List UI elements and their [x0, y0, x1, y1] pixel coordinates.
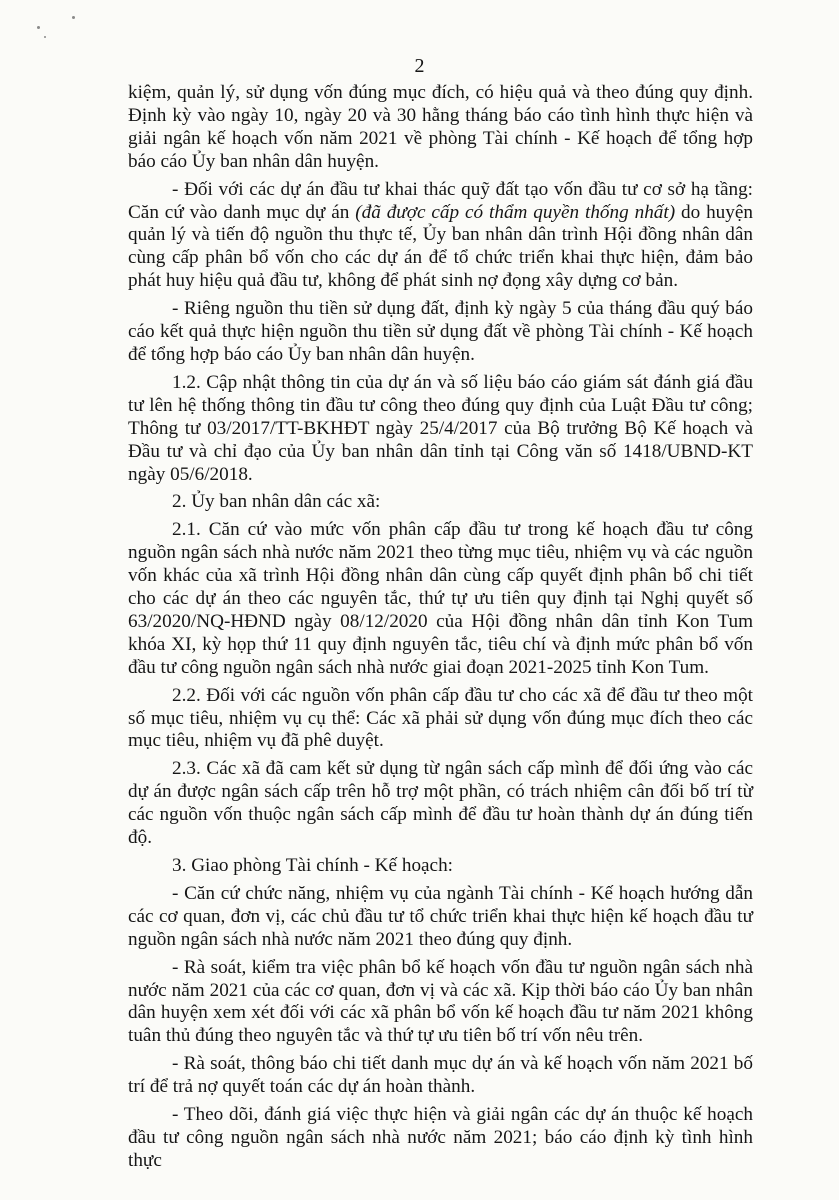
paragraph: 2.3. Các xã đã cam kết sử dụng từ ngân sách cấp mình để đối ứng vào các dự án được ngân sách cấp trên hỗ trợ một phần, có trách nhiệm cân đối bố trí từ các nguồn vốn thuộc ngân sách cấp mình để đầu tư hoàn thành dự án đúng tiến độ. — [128, 758, 753, 849]
paragraph: 2.1. Căn cứ vào mức vốn phân cấp đầu tư trong kế hoạch đầu tư công nguồn ngân sách nhà nước năm 2021 theo từng mục tiêu, nhiệm vụ và các nguồn vốn khác của xã trình Hội đồng nhân dân cùng cấp quyết định phân bổ chi tiết cho các dự án theo các nguyên tắc, thứ tự ưu tiên quy định tại Nghị quyết số 63/2020/NQ-HĐND ngày 08/12/2020 của Hội đồng nhân dân tỉnh Kon Tum khóa XI, kỳ họp thứ 11 quy định nguyên tắc, tiêu chí và định mức phân bổ vốn đầu tư công nguồn ngân sách nhà nước giai đoạn 2021-2025 tỉnh Kon Tum. — [128, 519, 753, 678]
scan-speck — [44, 36, 46, 38]
paragraph: 3. Giao phòng Tài chính - Kế hoạch: — [172, 855, 453, 876]
paragraph: 1.2. Cập nhật thông tin của dự án và số liệu báo cáo giám sát đánh giá đầu tư lên hệ thống thông tin đầu tư công theo đúng quy định của Luật Đầu tư công; Thông tư 03/2017/TT-BKHĐT ngày 25/4/2017 của Bộ trưởng Bộ Kế hoạch và Đầu tư và chỉ đạo của Ủy ban nhân dân tỉnh tại Công văn số 1418/UBND-KT ngày 05/6/2018. — [128, 371, 753, 485]
paragraph: - Riêng nguồn thu tiền sử dụng đất, định kỳ ngày 5 của tháng đầu quý báo cáo kết quả thực hiện nguồn thu tiền sử dụng đất về phòng Tài chính - Kế hoạch để tổng hợp báo cáo Ủy ban nhân dân huyện. — [128, 298, 753, 365]
scan-speck — [72, 16, 75, 19]
paragraph: - Rà soát, kiểm tra việc phân bổ kế hoạch vốn đầu tư nguồn ngân sách nhà nước năm 2021 của các cơ quan, đơn vị và các xã. Kịp thời báo cáo Ủy ban nhân dân huyện xem xét đối với các xã phân bổ vốn kế hoạch đầu tư năm 2021 không tuân thủ đúng theo nguyên tắc và thứ tự ưu tiên bố trí vốn nêu trên. — [128, 956, 753, 1047]
paragraph: 2. Ủy ban nhân dân các xã: — [172, 491, 381, 513]
paragraph: - Theo dõi, đánh giá việc thực hiện và giải ngân các dự án thuộc kế hoạch đầu tư công nguồn ngân sách nhà nước năm 2021; báo cáo định kỳ tình hình thực — [128, 1104, 753, 1171]
paragraph — [128, 179, 753, 294]
text-run: do huyện quản lý và tiến độ nguồn thu thực tế, Ủy ban nhân dân trình Hội đồng nhân dân cùng cấp phân bổ vốn cho các dự án để tổ chức triển khai thực hiện, đảm bảo phát huy hiệu quả đầu tư, không để phát sinh nợ đọng xây dựng cơ bản. — [128, 201, 753, 292]
text-run: - Đối với các dự án đầu tư khai thác quỹ đất tạo vốn đầu tư cơ sở hạ tầng: Căn cứ vào danh mục dự án — [128, 178, 753, 223]
paragraph: - Căn cứ chức năng, nhiệm vụ của ngành Tài chính - Kế hoạch hướng dẫn các cơ quan, đơn vị, các chủ đầu tư tổ chức triển khai thực hiện kế hoạch đầu tư nguồn ngân sách nhà nước năm 2021 theo đúng quy định. — [128, 882, 753, 950]
italic-note: (đã được cấp có thẩm quyền thống nhất) — [355, 201, 676, 223]
document-body — [128, 82, 753, 1178]
page-number: 2 — [414, 55, 425, 77]
scan-speck — [37, 26, 40, 29]
paragraph: - Rà soát, thông báo chi tiết danh mục dự án và kế hoạch vốn năm 2021 bố trí để trả nợ quyết toán các dự án hoàn thành. — [128, 1053, 753, 1098]
paragraph: kiệm, quản lý, sử dụng vốn đúng mục đích, có hiệu quả và theo đúng quy định. Định kỳ vào ngày 10, ngày 20 và 30 hằng tháng báo cáo tình hình thực hiện và giải ngân kế hoạch vốn năm 2021 về phòng Tài chính - Kế hoạch để tổng hợp báo cáo Ủy ban nhân dân huyện. — [128, 82, 753, 172]
paragraph: 2.2. Đối với các nguồn vốn phân cấp đầu tư cho các xã để đầu tư theo một số mục tiêu, nhiệm vụ cụ thể: Các xã phải sử dụng vốn đúng mục đích theo các mục tiêu, nhiệm vụ đã phê duyệt. — [128, 684, 753, 752]
